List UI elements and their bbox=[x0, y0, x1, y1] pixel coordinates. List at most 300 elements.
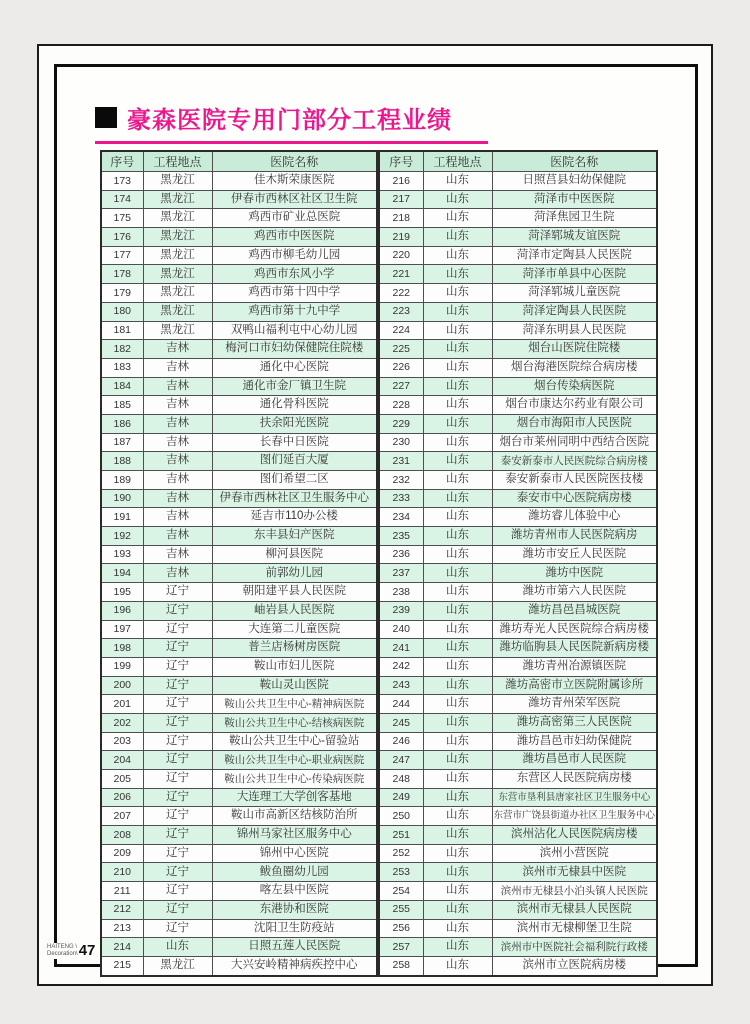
row-location: 山东 bbox=[423, 209, 492, 228]
row-hospital: 菏泽东明县人民医院 bbox=[492, 321, 657, 340]
table-row bbox=[379, 302, 657, 321]
row-hospital: 滨州市无棣县小泊头镇人民医院 bbox=[492, 882, 657, 901]
row-seq: 217 bbox=[379, 190, 423, 209]
row-hospital: 梅河口市妇幼保健院住院楼 bbox=[212, 340, 377, 359]
row-location: 山东 bbox=[423, 583, 492, 602]
row-hospital: 鸡西市柳毛幼儿园 bbox=[212, 246, 377, 265]
row-seq: 251 bbox=[379, 826, 423, 845]
row-seq: 214 bbox=[101, 938, 143, 957]
table-row bbox=[379, 807, 657, 826]
table-row bbox=[379, 265, 657, 284]
table-row bbox=[379, 770, 657, 789]
table-row bbox=[101, 863, 377, 882]
col-header-seq: 序号 bbox=[101, 151, 143, 172]
row-location: 黑龙江 bbox=[143, 190, 212, 209]
table-row bbox=[379, 471, 657, 490]
row-location: 辽宁 bbox=[143, 900, 212, 919]
col-header-seq: 序号 bbox=[379, 151, 423, 172]
row-seq: 188 bbox=[101, 452, 143, 471]
table-row bbox=[101, 732, 377, 751]
table-row bbox=[379, 564, 657, 583]
row-hospital: 扶余阳光医院 bbox=[212, 414, 377, 433]
table-row bbox=[101, 396, 377, 415]
row-seq: 194 bbox=[101, 564, 143, 583]
table-row bbox=[101, 209, 377, 228]
row-hospital: 烟台山医院住院楼 bbox=[492, 340, 657, 359]
table-row bbox=[379, 956, 657, 975]
row-hospital: 潍坊高密市立医院附属诊所 bbox=[492, 676, 657, 695]
row-seq: 256 bbox=[379, 919, 423, 938]
row-hospital: 潍坊青州市人民医院病房 bbox=[492, 527, 657, 546]
table-row bbox=[379, 284, 657, 303]
row-seq: 197 bbox=[101, 620, 143, 639]
table-row bbox=[101, 452, 377, 471]
row-hospital: 潍坊临朐县人民医院新病房楼 bbox=[492, 639, 657, 658]
table-row bbox=[101, 919, 377, 938]
brand-logo bbox=[47, 944, 78, 957]
row-hospital: 鞍山市高新区结核防治所 bbox=[212, 807, 377, 826]
row-seq: 236 bbox=[379, 545, 423, 564]
row-location: 辽宁 bbox=[143, 620, 212, 639]
row-hospital: 双鸭山福利屯中心幼儿园 bbox=[212, 321, 377, 340]
table-row bbox=[101, 228, 377, 247]
row-seq: 231 bbox=[379, 452, 423, 471]
row-hospital: 菏泽市单县中心医院 bbox=[492, 265, 657, 284]
row-seq: 187 bbox=[101, 433, 143, 452]
row-location: 山东 bbox=[423, 807, 492, 826]
table-row bbox=[379, 676, 657, 695]
table-row bbox=[379, 489, 657, 508]
row-hospital: 大兴安岭精神病疾控中心 bbox=[212, 956, 377, 975]
row-seq: 218 bbox=[379, 209, 423, 228]
table-row bbox=[101, 302, 377, 321]
row-seq: 221 bbox=[379, 265, 423, 284]
table-row bbox=[101, 508, 377, 527]
row-seq: 234 bbox=[379, 508, 423, 527]
row-hospital: 鞍山公共卫生中心-职业病医院 bbox=[212, 751, 377, 770]
table-header-row bbox=[379, 151, 657, 172]
row-hospital: 大连第二儿童医院 bbox=[212, 620, 377, 639]
row-seq: 226 bbox=[379, 358, 423, 377]
table-row bbox=[101, 564, 377, 583]
row-hospital: 烟台市海阳市人民医院 bbox=[492, 414, 657, 433]
row-seq: 247 bbox=[379, 751, 423, 770]
row-hospital: 前郭幼儿园 bbox=[212, 564, 377, 583]
page-title-block bbox=[95, 100, 488, 144]
row-location: 山东 bbox=[423, 471, 492, 490]
row-hospital: 伊春市西林区社区卫生院 bbox=[212, 190, 377, 209]
row-seq: 186 bbox=[101, 414, 143, 433]
row-location: 山东 bbox=[423, 657, 492, 676]
row-hospital: 菏泽郓城儿童医院 bbox=[492, 284, 657, 303]
row-hospital: 滨州市中医院社会福利院行政楼 bbox=[492, 938, 657, 957]
brand-line-1: HAITENG \ bbox=[47, 944, 78, 951]
row-seq: 209 bbox=[101, 844, 143, 863]
row-seq: 252 bbox=[379, 844, 423, 863]
row-location: 山东 bbox=[423, 919, 492, 938]
row-location: 辽宁 bbox=[143, 770, 212, 789]
row-hospital: 潍坊高密第三人民医院 bbox=[492, 713, 657, 732]
row-hospital: 滨州市无棣柳堡卫生院 bbox=[492, 919, 657, 938]
row-location: 山东 bbox=[423, 601, 492, 620]
row-seq: 258 bbox=[379, 956, 423, 975]
row-hospital: 鲅鱼圈幼儿园 bbox=[212, 863, 377, 882]
table-row bbox=[379, 246, 657, 265]
row-hospital: 伊春市西林社区卫生服务中心 bbox=[212, 489, 377, 508]
row-location: 山东 bbox=[423, 900, 492, 919]
row-hospital: 东营市广饶县街道办社区卫生服务中心 bbox=[492, 807, 657, 826]
table-row bbox=[379, 751, 657, 770]
table-row bbox=[101, 956, 377, 975]
row-location: 山东 bbox=[423, 863, 492, 882]
table-row bbox=[101, 826, 377, 845]
table-row bbox=[101, 358, 377, 377]
row-hospital: 通化中心医院 bbox=[212, 358, 377, 377]
row-hospital: 锦州马家社区服务中心 bbox=[212, 826, 377, 845]
table-row bbox=[101, 882, 377, 901]
row-hospital: 潍坊青州冶源镇医院 bbox=[492, 657, 657, 676]
row-location: 山东 bbox=[423, 770, 492, 789]
table-row bbox=[101, 639, 377, 658]
row-seq: 203 bbox=[101, 732, 143, 751]
table-row bbox=[379, 639, 657, 658]
row-seq: 219 bbox=[379, 228, 423, 247]
row-location: 吉林 bbox=[143, 489, 212, 508]
row-hospital: 喀左县中医院 bbox=[212, 882, 377, 901]
row-hospital: 菏泽市定陶县人民医院 bbox=[492, 246, 657, 265]
table-row bbox=[379, 583, 657, 602]
row-seq: 257 bbox=[379, 938, 423, 957]
row-seq: 245 bbox=[379, 713, 423, 732]
table-row bbox=[101, 601, 377, 620]
row-location: 吉林 bbox=[143, 340, 212, 359]
row-hospital: 图们延百大厦 bbox=[212, 452, 377, 471]
row-hospital: 潍坊青州荣军医院 bbox=[492, 695, 657, 714]
table-row bbox=[379, 938, 657, 957]
row-seq: 206 bbox=[101, 788, 143, 807]
row-location: 山东 bbox=[423, 489, 492, 508]
row-seq: 254 bbox=[379, 882, 423, 901]
table-row bbox=[101, 527, 377, 546]
row-seq: 175 bbox=[101, 209, 143, 228]
row-seq: 230 bbox=[379, 433, 423, 452]
row-seq: 181 bbox=[101, 321, 143, 340]
table-row bbox=[379, 713, 657, 732]
row-seq: 196 bbox=[101, 601, 143, 620]
row-location: 山东 bbox=[423, 302, 492, 321]
row-hospital: 烟台市莱州同明中西结合医院 bbox=[492, 433, 657, 452]
table-row bbox=[101, 489, 377, 508]
table-row bbox=[379, 172, 657, 191]
row-location: 吉林 bbox=[143, 377, 212, 396]
row-hospital: 普兰店杨树房医院 bbox=[212, 639, 377, 658]
row-seq: 192 bbox=[101, 527, 143, 546]
row-hospital: 滨州市无棣县中医院 bbox=[492, 863, 657, 882]
table-row bbox=[101, 321, 377, 340]
row-seq: 224 bbox=[379, 321, 423, 340]
table-row bbox=[101, 657, 377, 676]
row-location: 山东 bbox=[423, 433, 492, 452]
row-seq: 177 bbox=[101, 246, 143, 265]
row-location: 山东 bbox=[423, 695, 492, 714]
row-hospital: 佳木斯荣康医院 bbox=[212, 172, 377, 191]
row-seq: 205 bbox=[101, 770, 143, 789]
row-location: 辽宁 bbox=[143, 751, 212, 770]
table-row bbox=[379, 788, 657, 807]
row-location: 山东 bbox=[423, 321, 492, 340]
row-hospital: 潍坊昌邑昌城医院 bbox=[492, 601, 657, 620]
row-seq: 179 bbox=[101, 284, 143, 303]
row-hospital: 沈阳卫生防疫站 bbox=[212, 919, 377, 938]
row-seq: 198 bbox=[101, 639, 143, 658]
page-number: 47 bbox=[78, 942, 96, 959]
row-location: 黑龙江 bbox=[143, 246, 212, 265]
row-hospital: 泰安新泰市人民医院综合病房楼 bbox=[492, 452, 657, 471]
row-location: 山东 bbox=[423, 788, 492, 807]
row-hospital: 东港协和医院 bbox=[212, 900, 377, 919]
row-location: 吉林 bbox=[143, 564, 212, 583]
row-hospital: 潍坊睿儿体验中心 bbox=[492, 508, 657, 527]
row-location: 辽宁 bbox=[143, 695, 212, 714]
row-location: 吉林 bbox=[143, 508, 212, 527]
row-hospital: 锦州中心医院 bbox=[212, 844, 377, 863]
table-row bbox=[379, 209, 657, 228]
row-seq: 227 bbox=[379, 377, 423, 396]
row-location: 吉林 bbox=[143, 414, 212, 433]
row-seq: 191 bbox=[101, 508, 143, 527]
row-location: 黑龙江 bbox=[143, 284, 212, 303]
row-location: 山东 bbox=[423, 639, 492, 658]
row-seq: 189 bbox=[101, 471, 143, 490]
row-seq: 173 bbox=[101, 172, 143, 191]
table-row bbox=[101, 788, 377, 807]
row-location: 山东 bbox=[423, 358, 492, 377]
row-hospital: 延吉市110办公楼 bbox=[212, 508, 377, 527]
table-row bbox=[101, 807, 377, 826]
table-row bbox=[101, 620, 377, 639]
table-row bbox=[101, 471, 377, 490]
row-hospital: 日照莒县妇幼保健院 bbox=[492, 172, 657, 191]
table-row bbox=[379, 919, 657, 938]
row-location: 吉林 bbox=[143, 527, 212, 546]
row-hospital: 朝阳建平县人民医院 bbox=[212, 583, 377, 602]
row-location: 吉林 bbox=[143, 452, 212, 471]
row-location: 黑龙江 bbox=[143, 209, 212, 228]
row-hospital: 菏泽市中医医院 bbox=[492, 190, 657, 209]
row-location: 山东 bbox=[423, 732, 492, 751]
row-hospital: 鞍山市妇儿医院 bbox=[212, 657, 377, 676]
row-hospital: 鸡西市第十九中学 bbox=[212, 302, 377, 321]
brand-line-2: Decoration\ bbox=[47, 950, 78, 957]
table-row bbox=[101, 751, 377, 770]
row-seq: 174 bbox=[101, 190, 143, 209]
row-location: 山东 bbox=[423, 190, 492, 209]
row-location: 黑龙江 bbox=[143, 302, 212, 321]
row-location: 山东 bbox=[423, 340, 492, 359]
row-hospital: 鞍山公共卫生中心-结核病医院 bbox=[212, 713, 377, 732]
row-location: 山东 bbox=[423, 620, 492, 639]
row-seq: 176 bbox=[101, 228, 143, 247]
table-row bbox=[101, 284, 377, 303]
table-row bbox=[101, 340, 377, 359]
table-row bbox=[379, 414, 657, 433]
table-row bbox=[101, 414, 377, 433]
table-row bbox=[101, 265, 377, 284]
row-location: 山东 bbox=[423, 751, 492, 770]
table-row bbox=[101, 695, 377, 714]
row-hospital: 潍坊昌邑市人民医院 bbox=[492, 751, 657, 770]
table-row bbox=[101, 433, 377, 452]
table-row bbox=[101, 844, 377, 863]
row-location: 辽宁 bbox=[143, 676, 212, 695]
row-seq: 250 bbox=[379, 807, 423, 826]
table-row bbox=[379, 321, 657, 340]
row-location: 吉林 bbox=[143, 396, 212, 415]
row-seq: 208 bbox=[101, 826, 143, 845]
row-location: 吉林 bbox=[143, 545, 212, 564]
row-hospital: 大连理工大学创客基地 bbox=[212, 788, 377, 807]
table-row bbox=[379, 228, 657, 247]
row-seq: 185 bbox=[101, 396, 143, 415]
row-location: 山东 bbox=[423, 713, 492, 732]
row-location: 辽宁 bbox=[143, 788, 212, 807]
table-row bbox=[379, 844, 657, 863]
row-hospital: 潍坊昌邑市妇幼保健院 bbox=[492, 732, 657, 751]
row-hospital: 鸡西市第十四中学 bbox=[212, 284, 377, 303]
row-location: 山东 bbox=[423, 938, 492, 957]
row-hospital: 鞍山公共卫生中心-精神病医院 bbox=[212, 695, 377, 714]
table-row bbox=[379, 433, 657, 452]
row-hospital: 滨州市立医院病房楼 bbox=[492, 956, 657, 975]
table-row bbox=[101, 770, 377, 789]
row-hospital: 鸡西市矿业总医院 bbox=[212, 209, 377, 228]
row-seq: 222 bbox=[379, 284, 423, 303]
row-seq: 201 bbox=[101, 695, 143, 714]
row-location: 山东 bbox=[143, 938, 212, 957]
row-location: 山东 bbox=[423, 564, 492, 583]
row-seq: 225 bbox=[379, 340, 423, 359]
table-row bbox=[379, 732, 657, 751]
row-seq: 233 bbox=[379, 489, 423, 508]
row-hospital: 鸡西市东风小学 bbox=[212, 265, 377, 284]
row-location: 山东 bbox=[423, 246, 492, 265]
row-location: 黑龙江 bbox=[143, 228, 212, 247]
table-row bbox=[379, 900, 657, 919]
row-seq: 241 bbox=[379, 639, 423, 658]
row-hospital: 菏泽郓城友谊医院 bbox=[492, 228, 657, 247]
row-seq: 246 bbox=[379, 732, 423, 751]
row-hospital: 长春中日医院 bbox=[212, 433, 377, 452]
row-seq: 193 bbox=[101, 545, 143, 564]
row-hospital: 潍坊寿光人民医院综合病房楼 bbox=[492, 620, 657, 639]
row-seq: 184 bbox=[101, 377, 143, 396]
row-location: 辽宁 bbox=[143, 713, 212, 732]
row-location: 山东 bbox=[423, 377, 492, 396]
row-seq: 202 bbox=[101, 713, 143, 732]
row-hospital: 东营市垦利县唐家社区卫生服务中心 bbox=[492, 788, 657, 807]
row-seq: 248 bbox=[379, 770, 423, 789]
row-hospital: 菏泽焦园卫生院 bbox=[492, 209, 657, 228]
row-hospital: 岫岩县人民医院 bbox=[212, 601, 377, 620]
row-seq: 211 bbox=[101, 882, 143, 901]
title-bullet-square-icon bbox=[95, 107, 117, 128]
row-location: 黑龙江 bbox=[143, 265, 212, 284]
row-location: 辽宁 bbox=[143, 657, 212, 676]
row-seq: 237 bbox=[379, 564, 423, 583]
row-hospital: 东丰县妇产医院 bbox=[212, 527, 377, 546]
row-location: 辽宁 bbox=[143, 863, 212, 882]
row-hospital: 东营区人民医院病房楼 bbox=[492, 770, 657, 789]
row-hospital: 滨州小营医院 bbox=[492, 844, 657, 863]
row-hospital: 烟台市康达尔药业有限公司 bbox=[492, 396, 657, 415]
row-hospital: 烟台海港医院综合病房楼 bbox=[492, 358, 657, 377]
table-row bbox=[379, 657, 657, 676]
projects-table-wrapper bbox=[100, 150, 658, 977]
table-row bbox=[379, 396, 657, 415]
table-row bbox=[379, 508, 657, 527]
row-hospital: 柳河县医院 bbox=[212, 545, 377, 564]
row-seq: 182 bbox=[101, 340, 143, 359]
row-location: 山东 bbox=[423, 228, 492, 247]
row-location: 吉林 bbox=[143, 471, 212, 490]
table-row bbox=[379, 377, 657, 396]
row-seq: 212 bbox=[101, 900, 143, 919]
row-hospital: 潍坊市安丘人民医院 bbox=[492, 545, 657, 564]
table-row bbox=[379, 527, 657, 546]
table-row bbox=[379, 882, 657, 901]
row-seq: 243 bbox=[379, 676, 423, 695]
row-location: 山东 bbox=[423, 508, 492, 527]
row-hospital: 泰安市中心医院病房楼 bbox=[492, 489, 657, 508]
row-location: 辽宁 bbox=[143, 807, 212, 826]
col-header-hospital: 医院名称 bbox=[212, 151, 377, 172]
table-row bbox=[379, 545, 657, 564]
row-location: 黑龙江 bbox=[143, 172, 212, 191]
row-seq: 195 bbox=[101, 583, 143, 602]
row-seq: 232 bbox=[379, 471, 423, 490]
row-hospital: 鞍山公共卫生中心-传染病医院 bbox=[212, 770, 377, 789]
row-seq: 210 bbox=[101, 863, 143, 882]
table-row bbox=[379, 863, 657, 882]
row-seq: 207 bbox=[101, 807, 143, 826]
row-seq: 180 bbox=[101, 302, 143, 321]
row-seq: 200 bbox=[101, 676, 143, 695]
col-header-hospital: 医院名称 bbox=[492, 151, 657, 172]
projects-table-right bbox=[378, 150, 658, 977]
row-location: 山东 bbox=[423, 956, 492, 975]
table-row bbox=[101, 676, 377, 695]
row-location: 山东 bbox=[423, 414, 492, 433]
row-hospital: 日照五莲人民医院 bbox=[212, 938, 377, 957]
row-location: 辽宁 bbox=[143, 882, 212, 901]
row-seq: 183 bbox=[101, 358, 143, 377]
table-row bbox=[379, 826, 657, 845]
table-row bbox=[379, 190, 657, 209]
row-location: 辽宁 bbox=[143, 826, 212, 845]
row-location: 辽宁 bbox=[143, 732, 212, 751]
row-seq: 190 bbox=[101, 489, 143, 508]
table-row bbox=[101, 172, 377, 191]
row-location: 辽宁 bbox=[143, 844, 212, 863]
col-header-location: 工程地点 bbox=[423, 151, 492, 172]
row-location: 山东 bbox=[423, 545, 492, 564]
row-location: 山东 bbox=[423, 265, 492, 284]
row-location: 辽宁 bbox=[143, 583, 212, 602]
row-location: 山东 bbox=[423, 676, 492, 695]
table-row bbox=[379, 358, 657, 377]
table-row bbox=[101, 190, 377, 209]
row-seq: 238 bbox=[379, 583, 423, 602]
